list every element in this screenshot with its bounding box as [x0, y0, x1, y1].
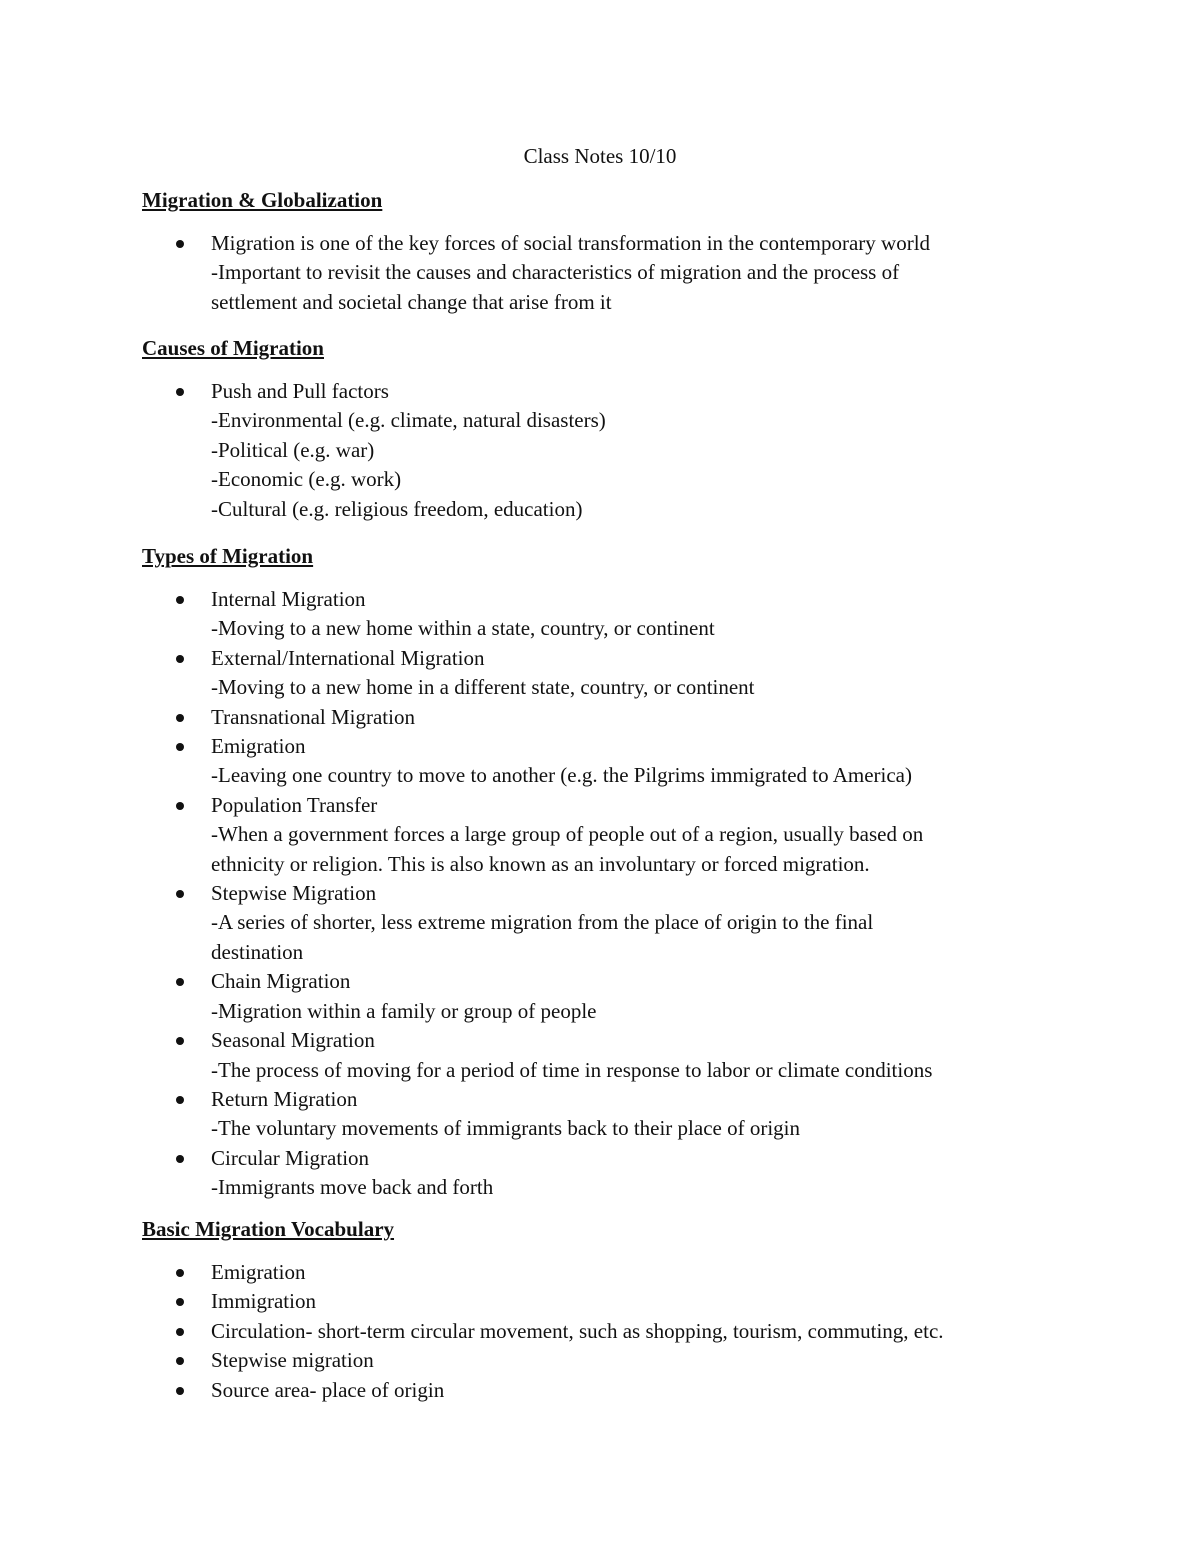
bullet-icon	[176, 1037, 184, 1045]
item-label: Circulation- short-term circular movement, such as shopping, tourism, commuting, etc.	[211, 1318, 944, 1343]
bullet-icon	[176, 1269, 184, 1277]
bullet-icon	[176, 240, 184, 248]
item-detail: -A series of shorter, less extreme migration from the place of origin to the final	[211, 910, 874, 935]
item-label: External/International Migration	[211, 645, 485, 670]
item-detail: -Migration within a family or group of people	[211, 998, 597, 1023]
section-heading: Types of Migration	[142, 544, 314, 568]
list-item	[142, 585, 1042, 644]
bullet-icon	[176, 1155, 184, 1163]
bullet-icon	[176, 1096, 184, 1104]
bullet-list	[142, 377, 1042, 524]
item-label: Seasonal Migration	[211, 1028, 375, 1053]
item-label: Transnational Migration	[211, 704, 415, 729]
bullet-icon	[176, 714, 184, 722]
item-detail: -Moving to a new home within a state, country, or continent	[211, 616, 715, 641]
section-types-of-migration	[142, 541, 1042, 1203]
list-item	[142, 1317, 1042, 1346]
section-basic-migration-vocabulary	[142, 1214, 1042, 1405]
bullet-icon	[176, 655, 184, 663]
list-item	[142, 879, 1042, 967]
item-detail: ethnicity or religion. This is also known as an involuntary or forced migration.	[211, 851, 870, 876]
item-detail: -Economic (e.g. work)	[211, 467, 402, 492]
section-heading: Migration & Globalization	[142, 188, 383, 212]
bullet-icon	[176, 1298, 184, 1306]
list-item	[142, 1376, 1042, 1405]
bullet-icon	[176, 388, 184, 396]
bullet-icon	[176, 743, 184, 751]
item-detail: -Important to revisit the causes and characteristics of migration and the process of	[211, 260, 900, 285]
section-migration-globalization	[142, 185, 1042, 317]
page-title: Class Notes 10/10	[523, 144, 677, 168]
item-detail: settlement and societal change that arise from it	[211, 289, 612, 314]
list-item	[142, 1346, 1042, 1375]
section-causes-of-migration	[142, 333, 1042, 524]
item-detail: -Environmental (e.g. climate, natural disasters)	[211, 408, 606, 433]
item-detail: -Political (e.g. war)	[211, 437, 375, 462]
bullet-icon	[176, 596, 184, 604]
list-item	[142, 703, 1042, 732]
item-label: Return Migration	[211, 1086, 358, 1111]
item-label: Stepwise Migration	[211, 881, 377, 906]
item-detail: -Moving to a new home in a different state, country, or continent	[211, 675, 755, 700]
item-detail: -Cultural (e.g. religious freedom, education)	[211, 496, 583, 521]
item-label: Population Transfer	[211, 792, 378, 817]
item-detail: -The process of moving for a period of time in response to labor or climate conditions	[211, 1057, 933, 1082]
list-item	[142, 377, 1042, 524]
list-item	[142, 644, 1042, 703]
item-label: Emigration	[211, 1260, 306, 1284]
bullet-list	[142, 229, 1042, 317]
list-item	[142, 1144, 1042, 1203]
section-heading: Causes of Migration	[142, 336, 324, 360]
bullet-icon	[176, 978, 184, 986]
bullet-icon	[176, 890, 184, 898]
bullet-list	[142, 585, 1042, 1203]
item-detail: destination	[211, 939, 304, 964]
item-label: Emigration	[211, 734, 306, 759]
list-item	[142, 1026, 1042, 1085]
item-detail: -Immigrants move back and forth	[211, 1175, 494, 1200]
item-label: Internal Migration	[211, 587, 366, 611]
bullet-icon	[176, 1387, 184, 1395]
item-detail: -When a government forces a large group of people out of a region, usually based on	[211, 822, 924, 847]
item-label: Chain Migration	[211, 969, 351, 994]
bullet-list	[142, 1258, 1042, 1405]
bullet-icon	[176, 1357, 184, 1365]
list-item	[142, 732, 1042, 791]
section-heading: Basic Migration Vocabulary	[142, 1217, 395, 1241]
list-item	[142, 1287, 1042, 1316]
list-item	[142, 229, 1042, 317]
item-detail: -Leaving one country to move to another (e.g. the Pilgrims immigrated to America)	[211, 763, 912, 788]
bullet-icon	[176, 1328, 184, 1336]
item-detail: -The voluntary movements of immigrants back to their place of origin	[211, 1116, 801, 1141]
list-item	[142, 1258, 1042, 1287]
item-label: Push and Pull factors	[211, 379, 389, 403]
item-label: Source area- place of origin	[211, 1377, 445, 1402]
item-label: Immigration	[211, 1289, 316, 1314]
item-label: Migration is one of the key forces of social transformation in the contemporary world	[211, 231, 931, 255]
list-item	[142, 791, 1042, 879]
item-label: Stepwise migration	[211, 1348, 374, 1373]
list-item	[142, 967, 1042, 1026]
list-item	[142, 1085, 1042, 1144]
bullet-icon	[176, 802, 184, 810]
item-label: Circular Migration	[211, 1145, 370, 1170]
